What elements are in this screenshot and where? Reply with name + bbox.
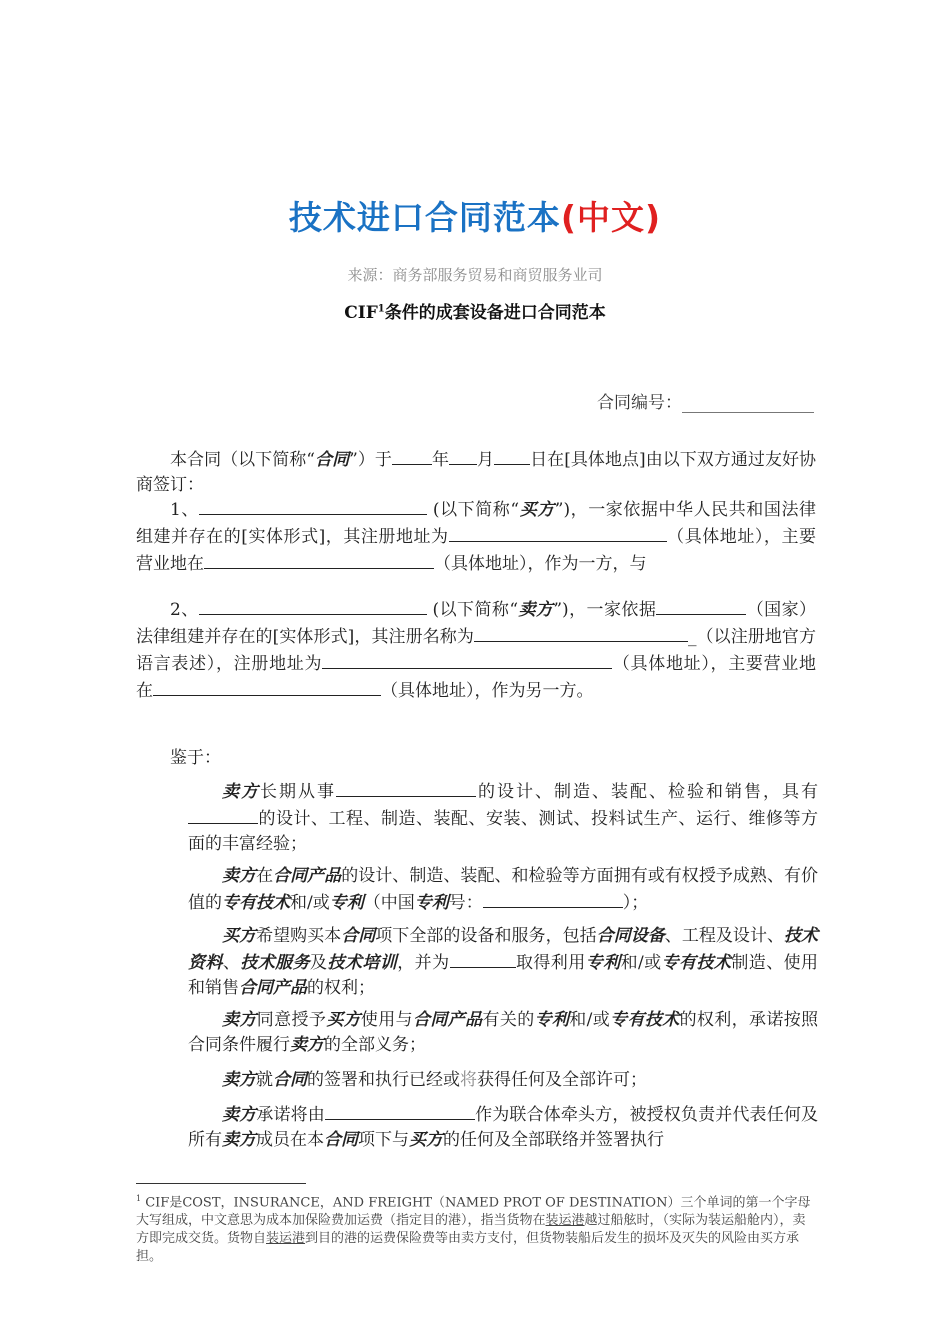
month-blank[interactable] [449,446,477,465]
term-patent: 专利 [585,953,621,973]
term-buyer: 买方 [326,1010,361,1030]
month-label: 月 [477,450,495,470]
title-paren: (中文) [560,198,662,237]
seller-business-blank[interactable] [153,677,381,696]
recital-text: 作为联合体牵头方，被授权负责并代表任何及所有 [188,1105,819,1150]
term-products: 合同产品 [413,1010,483,1030]
party-1-paragraph [136,496,816,577]
contract-number-blank[interactable] [682,394,814,413]
document-subtitle [0,298,950,323]
seller-name-blank[interactable] [199,596,427,615]
recital-text: 和/或 [620,953,662,973]
patent-number-blank[interactable] [483,889,623,908]
footnote-text: 到目的港的运费保险费等由卖方支付，但货物装船后发生的损坏及灭失的风险由买方承担。 [136,1231,800,1265]
term-patent: 专利 [414,893,449,913]
subtitle-rest: 条件的成套设备进口合同范本 [384,303,606,323]
footnote-text: CIF是COST，INSURANCE，AND FREIGHT（NAMED PROT OF DESTINATION）三个单词的第一个字母大写组成，中文意思为成本加保险费加运费（指定目的港），指当货物在 [136,1195,811,1229]
footnote-link[interactable]: 装运港 [545,1213,585,1229]
preamble-text: 本合同（以下简称“ [170,450,315,470]
recital-text: 的设计、制造、装配、检验和销售，具有 [476,782,818,802]
party-text: _（以注册地官方语言表述），注册地址为 [136,627,817,674]
field-blank[interactable] [336,778,476,797]
seller-address-blank[interactable] [322,650,612,669]
recital-text: 号： [448,893,483,913]
term-contract: 合同 [324,1130,358,1150]
recital-text: 项下全部的设备和服务，包括 [375,926,597,946]
recital-6 [188,1101,818,1153]
document-title [0,192,950,239]
term-tech-data: 技术资料 [188,926,819,973]
footnote-link[interactable]: 装运港 [266,1231,306,1247]
term-seller: 卖方 [222,782,260,802]
recital-text: 项下与 [358,1130,409,1150]
party-text: （具体地址），主要营业地在 [136,527,817,574]
title-main: 技术进口合同范本 [288,198,561,237]
recital-text: 有关的 [482,1010,535,1030]
recital-text: 获得任何及全部许可； [477,1070,647,1090]
recital-text: 和/或 [290,893,330,913]
recital-2 [188,864,818,916]
term-knowhow: 专有技术 [222,893,290,913]
buyer-business-blank[interactable] [204,550,434,569]
whereas-heading: 鉴于： [170,748,221,768]
recital-text: 及 [310,953,328,973]
recital-text: 承诺将由 [256,1105,325,1125]
recital-text: 长期从事 [260,782,336,802]
preamble-text: ”）于 [349,450,392,470]
term-buyer: 买方 [519,500,555,520]
recital-text: 使用与 [360,1010,414,1030]
recital-text: 成员在本 [256,1130,324,1150]
term-equipment: 合同设备 [596,926,665,946]
recital-text: 的设计、制造、装配、和检验等方面拥有或有权授予成熟、有价值的 [188,866,819,913]
recital-text: 、 [222,953,241,973]
party-text: （国家）法律组建并存在的[实体形式]，其注册名称为 [136,600,817,647]
party-number: 2、 [170,600,199,620]
term-products: 合同产品 [239,978,307,998]
party-text: (以下简称“ [426,500,520,520]
recital-text: （中国 [363,893,415,913]
term-seller: 卖方 [290,1035,324,1055]
year-blank[interactable] [392,446,432,465]
preamble-paragraph [136,446,816,498]
recital-text: ）； [622,893,649,913]
term-products: 合同产品 [273,866,342,886]
term-buyer: 买方 [409,1130,443,1150]
recital-text: 同意授予 [256,1010,327,1030]
term-seller: 卖方 [222,1105,257,1125]
recital-4 [188,1008,818,1058]
term-patent: 专利 [329,893,364,913]
recital-text: 和/或 [569,1010,611,1030]
recital-text: 的全部义务； [324,1035,426,1055]
term-seller: 卖方 [518,600,554,620]
recital-text: 取得利用 [515,953,586,973]
field-blank[interactable] [188,805,258,824]
party-text: (以下简称“ [426,600,519,620]
buyer-address-blank[interactable] [449,523,667,542]
party-2-paragraph [136,596,816,704]
party-text: （具体地址），作为另一方。 [381,681,594,701]
recital-text: ，并为 [397,953,450,973]
party-text: （具体地址），作为一方，与 [434,554,647,574]
term-seller: 卖方 [222,1130,256,1150]
footnote-marker: 1 [136,1194,142,1203]
buyer-name-blank[interactable] [199,496,427,515]
term-knowhow: 专有技术 [610,1010,680,1030]
term-contract: 合同 [315,450,350,470]
source-line: 来源：商务部服务贸易和商贸服务业司 [347,266,603,284]
seller-registered-name-blank[interactable] [474,623,688,642]
term-contract: 合同 [341,926,376,946]
term-seller: 卖方 [222,1010,257,1030]
recital-text: 的签署和执行已经或 [307,1070,460,1090]
contract-number-label: 合同编号： [597,393,682,413]
recital-text: 、工程及设计、 [664,926,785,946]
recital-3 [188,924,818,1001]
term-knowhow: 专有技术 [661,953,732,973]
recital-text: 的任何及全部联络并签署执行 [443,1130,664,1150]
term-contract: 合同 [273,1070,307,1090]
recital-text: 的设计、工程、制造、装配、安装、测试、投料试生产、运行、维修等方面的丰富经验； [188,809,818,854]
subtitle-prefix: CIF [344,303,378,323]
recital-1 [188,778,818,857]
recital-text-grey: 将 [460,1070,477,1090]
recital-text: 的权利，承诺按照合同条件履行 [188,1010,819,1055]
term-tech-training: 技术培训 [327,953,398,973]
recital-text: 就 [256,1070,273,1090]
footnote-ref: 1 [377,303,385,315]
footnote-text: 越过船舷时，（实际为装运船舱内），卖方即完成交货。货物自 [136,1213,806,1247]
term-seller: 卖方 [222,1070,256,1090]
recital-5 [188,1068,818,1093]
term-buyer: 买方 [222,926,257,946]
party-text: （具体地址），主要营业地在 [136,654,817,701]
term-patent: 专利 [534,1010,570,1030]
recital-text: 希望购买本 [256,926,342,946]
footnote [136,1190,816,1266]
footnote-divider [136,1183,306,1184]
year-label: 年 [431,450,450,470]
party-number: 1、 [170,500,199,520]
lead-party-blank[interactable] [325,1101,475,1120]
field-blank[interactable] [450,949,516,968]
seller-country-blank[interactable] [656,596,746,615]
recital-text: 在 [256,866,274,886]
term-tech-service: 技术服务 [240,953,311,973]
party-text: ”)，一家依据中华人民共和国法律组建并存在的[实体形式]，其注册地址为 [136,500,817,547]
party-text: ”)，一家依据 [553,600,657,620]
term-seller: 卖方 [222,866,257,886]
contract-number [597,388,814,413]
day-blank[interactable] [494,446,530,465]
recital-text: 制造、使用和销售 [188,953,819,998]
preamble-text: 日在[具体地点]由以下双方通过友好协商签订： [136,450,817,495]
recital-text: 的权利； [307,978,375,998]
